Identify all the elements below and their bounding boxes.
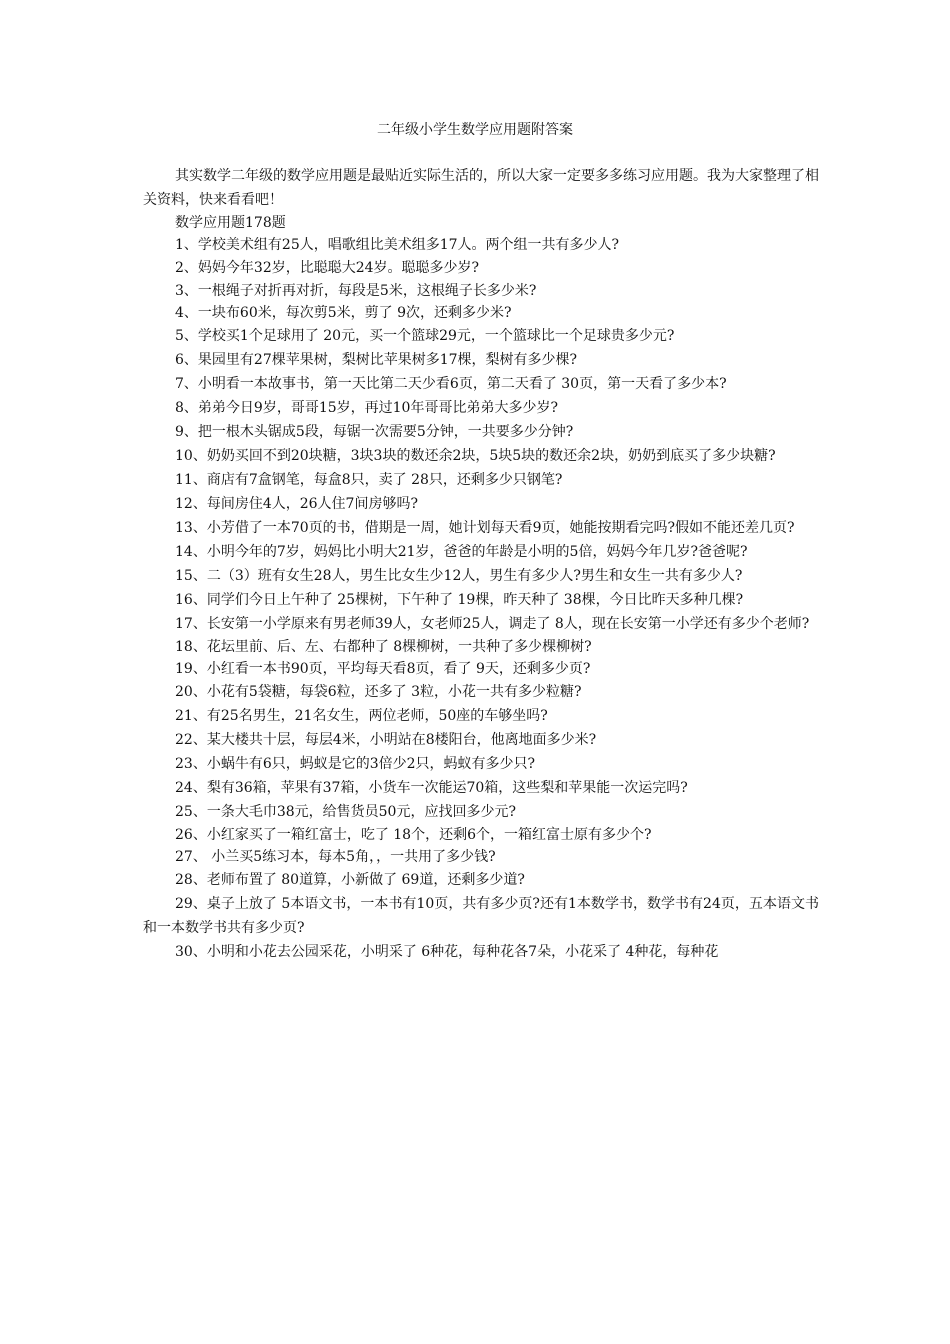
question-item: 12、每间房住4人，26人住7间房够吗?	[175, 496, 418, 512]
question-item: 8、弟弟今日9岁，哥哥15岁，再过10年哥哥比弟弟大多少岁?	[175, 400, 558, 416]
document-body	[143, 164, 819, 964]
question-item: 10、奶奶买回不到20块糖，3块3块的数还余2块，5块5块的数还余2块，奶奶到底买了多少块糖?	[175, 448, 776, 464]
question-item: 17、长安第一小学原来有男老师39人，女老师25人，调走了 8人，现在长安第一小学还有多少个老师?	[175, 616, 810, 632]
question-item: 26、小红家买了一箱红富士，吃了 18个，还剩6个，一箱红富士原有多少个?	[175, 827, 652, 843]
question-item: 14、小明今年的7岁，妈妈比小明大21岁，爸爸的年龄是小明的5倍，妈妈今年几岁?爸爸呢?	[175, 544, 748, 560]
question-item: 29、桌子上放了 5本语文书，一本书有10页，共有多少页?还有1本数学书，数学书有24页，五本语文书和一本数学书共有多少页?	[143, 896, 819, 936]
question-item: 24、梨有36箱，苹果有37箱，小货车一次能运70箱，这些梨和苹果能一次运完吗?	[175, 780, 688, 796]
question-item: 30、小明和小花去公园采花，小明采了 6种花，每种花各7朵，小花采了 4种花，每种花	[175, 944, 719, 960]
section-heading: 数学应用题178题	[175, 215, 286, 231]
question-item: 1、学校美术组有25人，唱歌组比美术组多17人。两个组一共有多少人?	[175, 237, 620, 253]
question-item: 21、有25名男生，21名女生，两位老师，50座的车够坐吗?	[175, 708, 548, 724]
question-item: 25、一条大毛巾38元，给售货员50元，应找回多少元?	[175, 804, 516, 820]
intro-paragraph: 其实数学二年级的数学应用题是最贴近实际生活的，所以大家一定要多多练习应用题。我为大家整理了相关资料，快来看看吧！	[143, 168, 819, 208]
question-item: 23、小蜗牛有6只，蚂蚁是它的3倍少2只，蚂蚁有多少只?	[175, 756, 536, 772]
question-item: 7、小明看一本故事书，第一天比第二天少看6页，第二天看了 30页，第一天看了多少本?	[175, 376, 727, 392]
question-item: 18、花坛里前、后、左、右都种了 8棵柳树，一共种了多少棵柳树?	[175, 639, 592, 655]
question-item: 2、妈妈今年32岁，比聪聪大24岁。聪聪多少岁?	[175, 260, 480, 276]
question-item: 27、 小兰买5练习本，每本5角，，一共用了多少钱?	[175, 849, 496, 865]
question-item: 4、一块布60米，每次剪5米，剪了 9次，还剩多少米?	[175, 305, 512, 321]
question-item: 9、把一根木头锯成5段，每锯一次需要5分钟，一共要多少分钟?	[175, 424, 574, 440]
question-item: 6、果园里有27棵苹果树，梨树比苹果树多17棵，梨树有多少棵?	[175, 352, 578, 368]
question-item: 15、二（3）班有女生28人，男生比女生少12人，男生有多少人?男生和女生一共有多少人?	[175, 568, 743, 584]
question-item: 3、一根绳子对折再对折，每段是5米，这根绳子长多少米?	[175, 283, 537, 299]
question-item: 13、小芳借了一本70页的书，借期是一周，她计划每天看9页，她能按期看完吗?假如不能还差几页?	[175, 520, 795, 536]
question-item: 22、某大楼共十层，每层4米，小明站在8楼阳台，他离地面多少米?	[175, 732, 597, 748]
page-title: 二年级小学生数学应用题附答案	[377, 122, 573, 138]
question-item: 28、老师布置了 80道算，小新做了 69道，还剩多少道?	[175, 872, 525, 888]
question-item: 5、学校买1个足球用了 20元，买一个篮球29元，一个篮球比一个足球贵多少元?	[175, 328, 675, 344]
question-item: 19、小红看一本书90页，平均每天看8页，看了 9天，还剩多少页?	[175, 661, 591, 677]
question-item: 20、小花有5袋糖，每袋6粒，还多了 3粒，小花一共有多少粒糖?	[175, 684, 582, 700]
question-item: 11、商店有7盒钢笔，每盒8只，卖了 28只，还剩多少只钢笔?	[175, 472, 563, 488]
question-item: 16、同学们今日上午种了 25棵树，下午种了 19棵，昨天种了 38棵，今日比昨天多种几棵?	[175, 592, 744, 608]
